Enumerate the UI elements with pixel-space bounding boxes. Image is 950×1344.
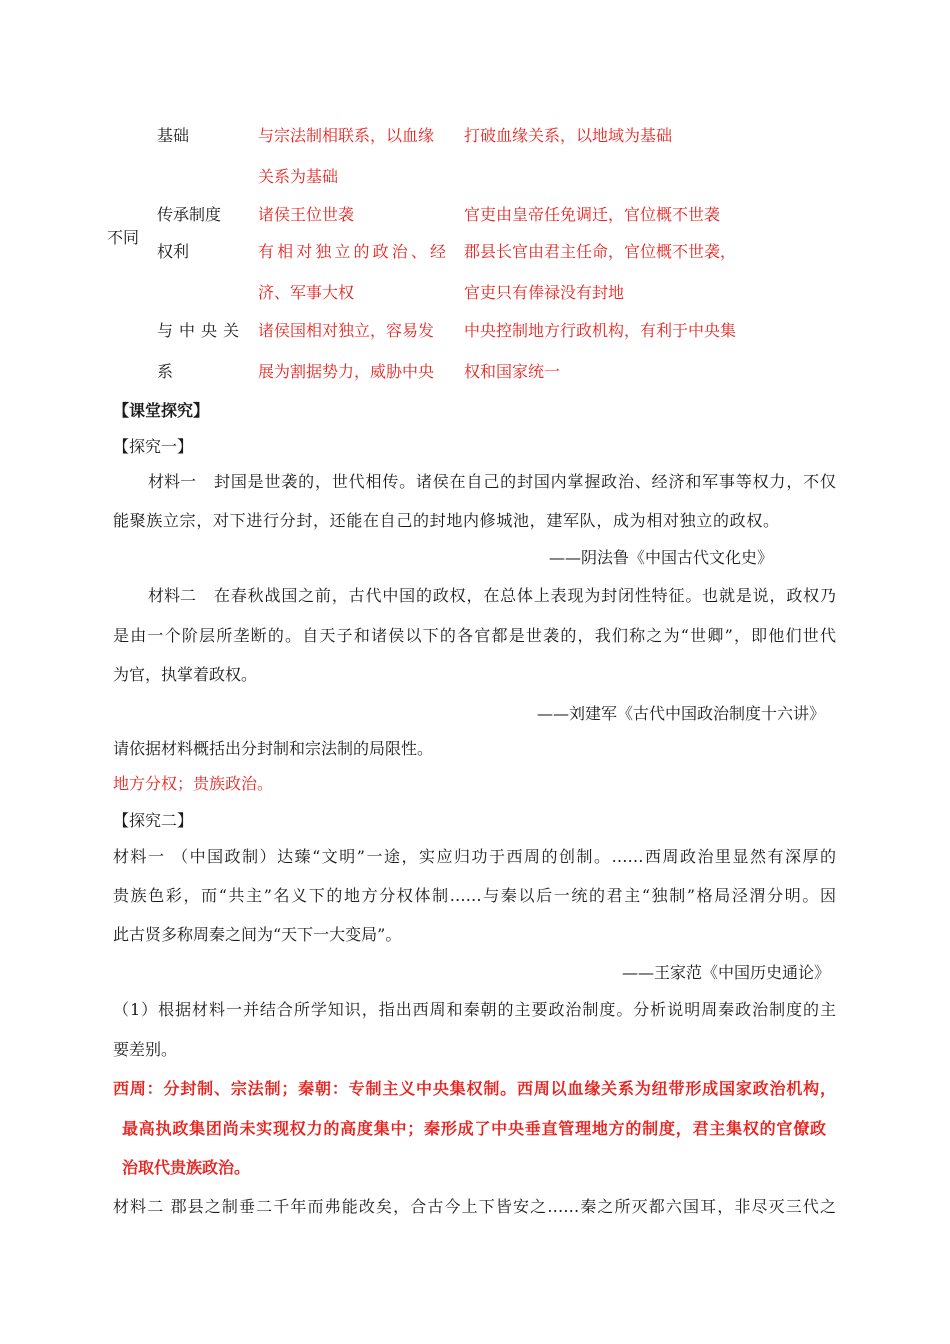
explore1-question: 请依据材料概括出分封制和宗法制的局限性。 xyxy=(113,739,434,758)
explore1-material2-source: ——刘建军《古代中国政治制度十六讲》 xyxy=(537,704,826,723)
explore1-material2-line1: 在春秋战国之前，古代中国的政权，在总体上表现为封闭性特征。也就是说，政权乃 xyxy=(214,586,836,605)
explore1-material1-source: ——阴法鲁《中国古代文化史》 xyxy=(549,548,774,567)
row-relation-col2-line1: 中央控制地方行政机构，有利于中央集 xyxy=(464,321,737,340)
row-basis-col2-line1: 打破血缘关系，以地域为基础 xyxy=(464,126,673,145)
explore1-material2-line3: 为官，执掌着政权。 xyxy=(113,665,258,684)
explore2-heading: 【探究二】 xyxy=(113,811,194,830)
row-label-basis: 基础 xyxy=(157,126,190,145)
explore2-material1-line3: 此古贤多称周秦之间为“天下一大变局”。 xyxy=(113,925,402,944)
explore1-heading: 【探究一】 xyxy=(113,437,194,456)
explore2-material1-source: ——王家范《中国历史通论》 xyxy=(622,963,831,982)
explore2-answer-line3: 治取代贵族政治。 xyxy=(122,1158,251,1177)
explore1-material2-line2: 是由一个阶层所垄断的。自天子和诸侯以下的各官都是世袭的，我们称之为“世卿”，即他们世代 xyxy=(113,626,836,645)
row-relation-col1-line1: 诸侯国相对独立，容易发 xyxy=(258,321,435,340)
explore2-question-line1: （1）根据材料一并结合所学知识，指出西周和秦朝的主要政治制度。分析说明周秦政治制度的主 xyxy=(113,1000,836,1019)
row-rights-col1-line1: 有相对独立的政治、经 xyxy=(258,242,446,261)
explore1-material2-label: 材料二 xyxy=(148,586,197,605)
explore2-material1-line1: 材料一 （中国政制）达臻“文明”一途，实应归功于西周的创制。……西周政治里显然有深厚的 xyxy=(113,847,836,866)
explore1-material1-line2: 能聚族立宗，对下进行分封，还能在自己的封地内修城池，建军队，成为相对独立的政权。 xyxy=(113,511,779,530)
explore1-material1-label: 材料一 xyxy=(148,472,197,491)
row-succession-col2: 官吏由皇帝任免调迁，官位概不世袭 xyxy=(464,205,721,224)
row-relation-col2-line2: 权和国家统一 xyxy=(464,362,561,381)
explore2-answer-line1: 西周：分封制、宗法制；秦朝：专制主义中央集权制。西周以血缘关系为纽带形成国家政治机构， xyxy=(113,1079,836,1098)
explore1-material1-line1: 封国是世袭的，世代相传。诸侯在自己的封国内掌握政治、经济和军事等权力，不仅 xyxy=(214,472,836,491)
row-relation-col1-line2: 展为割据势力，威胁中央 xyxy=(258,362,435,381)
row-succession-col1: 诸侯王位世袭 xyxy=(258,205,355,224)
table-diff-label: 不同 xyxy=(107,228,140,247)
explore2-answer-line2: 最高执政集团尚未实现权力的高度集中；秦形成了中央垂直管理地方的制度，君主集权的官僚政 xyxy=(122,1119,826,1138)
explore2-question-line2: 要差别。 xyxy=(113,1040,178,1059)
row-rights-col2-line1: 郡县长官由君主任命，官位概不世袭， xyxy=(464,242,737,261)
row-basis-col1-line1: 与宗法制相联系，以血缘 xyxy=(258,126,435,145)
section-title: 【课堂探究】 xyxy=(113,401,210,420)
row-basis-col1-line2: 关系为基础 xyxy=(258,167,339,186)
row-rights-col1-line2: 济、军事大权 xyxy=(258,283,355,302)
row-label-rights: 权利 xyxy=(157,242,190,261)
explore2-material1-line2: 贵族色彩，而“共主”名义下的地方分权体制……与秦以后一统的君主“独制”格局泾渭分明。因 xyxy=(113,886,836,905)
row-rights-col2-line2: 官吏只有俸禄没有封地 xyxy=(464,283,625,302)
explore2-material2-line: 材料二 郡县之制垂二千年而弗能改矣，合古今上下皆安之……秦之所灭都六国耳，非尽灭三代之 xyxy=(113,1197,836,1216)
row-label-relation-line2: 系 xyxy=(157,362,174,381)
row-label-relation-line1: 与中央关 xyxy=(157,321,239,340)
explore1-answer: 地方分权；贵族政治。 xyxy=(113,774,274,793)
row-label-succession: 传承制度 xyxy=(157,205,222,224)
